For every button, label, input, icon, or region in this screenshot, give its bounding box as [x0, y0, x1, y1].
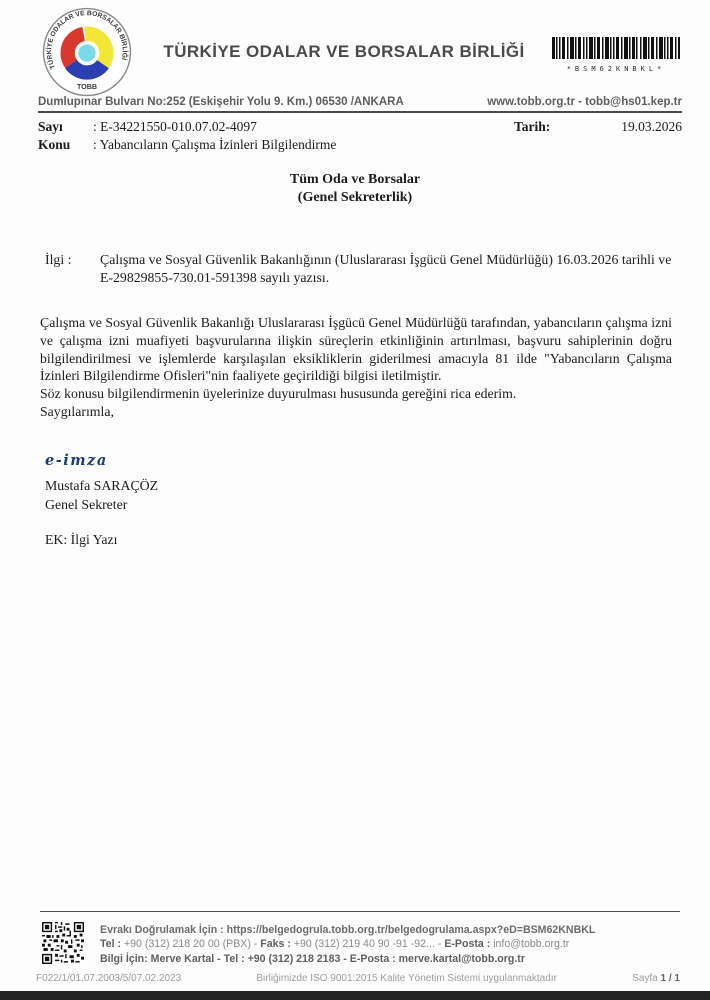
tel-label: Tel : — [100, 938, 124, 950]
info-tel-value: +90 (312) 218 2183 — [247, 952, 341, 965]
info-eposta-value-link[interactable]: merve.kartal@tobb.org.tr — [398, 952, 525, 965]
faks-value: +90 (312) 219 40 90 -91 -92... — [293, 938, 435, 950]
eposta-value-link[interactable]: info@tobb.org.tr — [493, 938, 570, 950]
recipient-line1: Tüm Oda ve Borsalar — [289, 172, 421, 187]
ilgi-text: Çalışma ve Sosyal Güvenlik Bakanlığının (Uluslararası İşgücü Genel Müdürlüğü) 16.03.2026 tarihli ve E-29829855-730.01-591398 sayılı yazısı. — [100, 252, 672, 285]
eposta-label: E-Posta : — [444, 938, 494, 950]
letter-body — [40, 314, 672, 421]
signature-block — [45, 451, 710, 549]
body-closing: Saygılarımla, — [40, 403, 114, 419]
footer — [0, 911, 710, 1000]
tarih-value: 19.03.2026 — [621, 119, 682, 134]
logo-cyan-core — [78, 44, 95, 61]
iso-statement: Birliğimizde ISO 9001:2015 Kalite Yönetim Sistemi uygulanmaktadır — [256, 973, 557, 984]
reference-block — [45, 251, 672, 287]
footer-bottom-row — [36, 973, 680, 984]
letterhead — [0, 0, 710, 96]
doc-code: F022/1/01.07.2003/5/07.02.2023 — [36, 973, 182, 984]
attachment-note: EK: İlgi Yazı — [45, 531, 118, 547]
logo-tobb-text: TOBB — [76, 82, 98, 91]
konu-label: Konu — [38, 137, 71, 152]
logo-blue-arc — [71, 64, 103, 72]
sayi-label: Sayı — [38, 119, 63, 134]
signer-title: Genel Sekreter — [45, 496, 128, 512]
tarih-label: Tarih: — [514, 119, 551, 134]
verify-url-link[interactable]: https://belgedogrula.tobb.org.tr/belgedogrulama.aspx?eD=BSM62KNBKL — [226, 923, 596, 936]
verify-label: Evrakı Doğrulamak İçin : — [100, 923, 227, 936]
recipient-block — [0, 171, 710, 207]
sayi-value: : E-34221550-010.07.02-4097 — [93, 119, 257, 134]
document-meta — [38, 118, 682, 154]
esign-mark: e-imza — [45, 451, 108, 469]
body-paragraph-2: Söz konusu bilgilendirmenin üyelerinize duyurulması hususunda gereğini rica ederim. — [40, 386, 517, 402]
body-paragraph-1: Çalışma ve Sosyal Güvenlik Bakanlığı Uluslararası İşgücü Genel Müdürlüğü tarafından, yabancıların çalışma izni ve çalışma izni muafiyeti başvurularına ilişkin süreçlerin etkinliğinin artırılması, başvuru sahiplerinin doğru bilgilendirilmesi ve işlemlerde karşılaşılan eksikliklerin giderilmesi amacıyla 81 ilde "Yabancıların Çalışma İzinleri Bilgilendirme Ofisleri"nin faaliyete geçirildiği bilgisi iletilmiştir. — [40, 315, 672, 384]
info-contact-line: Bilgi İçin: Merve Kartal - Tel : +90 (312) 218 2183 - E-Posta : merve.kartal@tobb.org.tr — [100, 952, 525, 965]
barcode-block — [550, 37, 682, 73]
konu-value: : Yabancıların Çalışma İzinleri Bilgilendirme — [93, 137, 337, 152]
ilgi-label: İlgi : — [45, 252, 72, 267]
info-tel-label: Tel : — [223, 952, 248, 965]
faks-label: Faks : — [260, 938, 294, 950]
logo-ring-text: TÜRKİYE ODALAR VE BORSALAR BİRLİĞİ — [46, 10, 128, 70]
qr-code-icon — [42, 922, 84, 964]
tobb-logo-icon — [42, 7, 132, 97]
info-label: Bilgi İçin: Merve Kartal — [100, 952, 215, 965]
barcode-icon — [552, 37, 680, 59]
signer-name: Mustafa SARAÇÖZ — [45, 477, 159, 493]
footer-divider — [40, 911, 680, 912]
recipient-line2: (Genel Sekreterlik) — [297, 190, 413, 205]
tel-value: +90 (312) 218 20 00 (PBX) — [123, 938, 251, 950]
address-row — [38, 96, 682, 113]
org-web-kep[interactable]: www.tobb.org.tr - tobb@hs01.kep.tr — [487, 96, 682, 108]
page-number: Sayfa 1 / 1 — [632, 973, 680, 984]
page-bottom-band — [0, 991, 710, 1000]
contact-line: Tel : +90 (312) 218 20 00 (PBX) - Faks : +90 (312) 219 40 90 -91 -92... - E-Posta : info@tobb.org.tr — [100, 938, 570, 950]
org-title: TÜRKİYE ODALAR VE BORSALAR BİRLİĞİ — [163, 42, 525, 61]
info-eposta-label: E-Posta : — [349, 952, 399, 965]
verify-line — [100, 923, 595, 938]
org-address: Dumlupınar Bulvarı No:252 (Eskişehir Yolu 9. Km.) 06530 /ANKARA — [38, 96, 404, 108]
barcode-text: *BSM62KNBKL* — [566, 65, 666, 73]
